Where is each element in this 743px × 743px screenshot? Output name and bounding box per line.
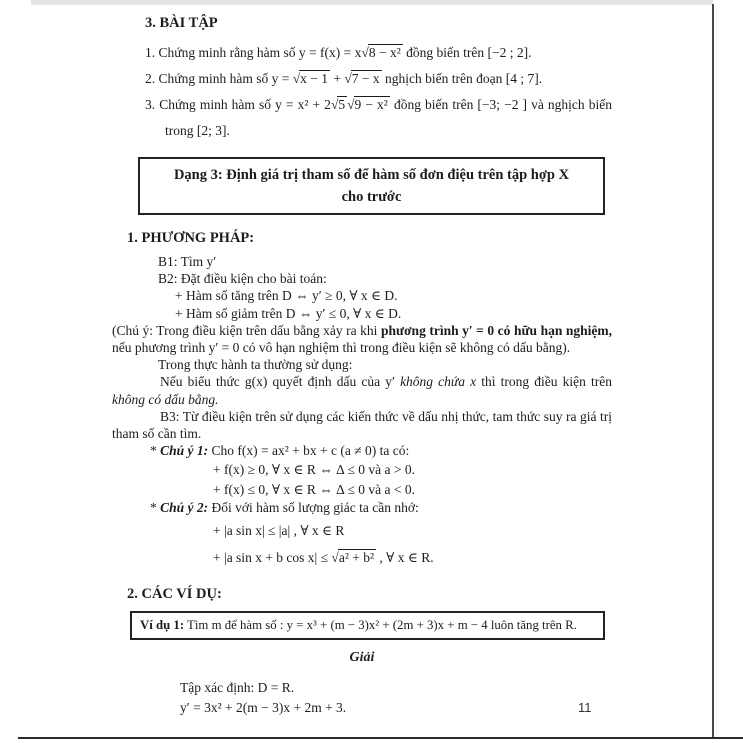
text-line	[175, 287, 612, 304]
text-segment: 1. Chứng minh rằng hàm số y = f(x) = x	[145, 45, 362, 60]
text-segment: phương trình y′ = 0 có hữu hạn nghiệm,	[380, 322, 612, 338]
text-segment: Tìm m để hàm số : y = x³ + (m − 3)x² + (2m + 3)x + m − 4 luôn tăng trên R.	[184, 618, 577, 633]
text-segment: + |a sin x + b cos x| ≤	[213, 550, 332, 566]
text-segment: B2: Đặt điều kiện cho bài toán:	[158, 271, 327, 287]
section-examples-title: 2. CÁC VÍ DỤ:	[127, 586, 222, 603]
text-line	[158, 253, 612, 270]
dang3-heading-line2: cho trước	[341, 189, 402, 205]
text-segment: (Chú ý: Trong điều kiện trên dấu bằng xảy ra khi	[112, 322, 381, 338]
text-segment: *	[150, 443, 161, 459]
text-segment: 3. Chứng minh hàm số y = x² + 2	[145, 97, 331, 112]
text-segment: Tập xác định: D = R.	[180, 679, 295, 695]
page-bottom-border	[18, 737, 743, 739]
example1-box	[130, 611, 605, 640]
text-segment: Đối với hàm số lượng giác ta cần nhớ:	[208, 500, 419, 516]
radical-expression: √8 − x²	[361, 45, 401, 60]
text-line	[213, 460, 612, 480]
text-segment: y′ = 3x² + 2(m − 3)x + 2m + 3.	[180, 700, 347, 716]
text-segment: B3: Từ điều kiện trên sử dụng các kiến thức về dấu nhị thức, tam thức suy ra giá trị tham số cần tìm.	[112, 408, 612, 442]
page-number: 11	[578, 700, 592, 715]
text-segment: *	[150, 500, 161, 516]
text-line	[213, 480, 612, 500]
text-segment: + f(x) ≤ 0, ∀ x ∈ R ⇔ Δ ≤ 0 và a < 0.	[213, 481, 415, 497]
text-segment: , ∀ x ∈ R.	[376, 550, 434, 566]
text-line	[175, 305, 612, 322]
text-segment: Ví dụ 1:	[140, 618, 185, 633]
method-block	[112, 253, 612, 571]
text-segment: Nếu biểu thức g(x) quyết định dấu của y′	[160, 374, 401, 390]
radical-expression: √9 − x²	[347, 97, 388, 112]
page-right-border	[712, 4, 714, 738]
text-line	[180, 698, 612, 719]
text-line	[150, 499, 612, 517]
radical-expression: √a² + b²	[331, 550, 375, 566]
exercise-list	[112, 40, 612, 144]
text-line	[112, 322, 612, 356]
text-segment: thì trong điều kiện trên	[476, 374, 612, 390]
text-segment: + |a sin x| ≤ |a| , ∀ x ∈ R	[213, 523, 345, 539]
section-exercises-title: 3. BÀI TẬP	[145, 15, 218, 31]
text-segment: không có dấu bằng.	[112, 391, 219, 407]
text-segment: Chú ý 1:	[160, 443, 209, 459]
radical-expression: √x − 1	[292, 71, 328, 86]
document-page-content	[112, 14, 612, 719]
dang3-heading-box	[138, 157, 605, 215]
radical-expression: √7 − x	[344, 71, 380, 86]
text-line	[150, 442, 612, 460]
text-segment: +	[329, 71, 345, 86]
scan-top-edge	[31, 0, 713, 5]
text-line	[213, 517, 612, 544]
text-segment: nếu phương trình y′ = 0 có vô hạn nghiệm thì trong điều kiện sẽ không có dấu bằng).	[112, 340, 571, 356]
text-segment: 2. Chứng minh hàm số y =	[145, 71, 293, 86]
radical-expression: √5	[330, 97, 346, 112]
text-segment: Chú ý 2:	[160, 500, 209, 516]
text-line	[145, 66, 612, 92]
dang3-heading-line1: Dạng 3: Định giá trị tham số để hàm số đơn điệu trên tập hợp X	[173, 167, 570, 183]
solution-block	[112, 678, 612, 719]
text-segment: + Hàm số giảm trên D ⇔ y′ ≤ 0, ∀ x ∈ D.	[175, 305, 402, 321]
text-segment: không chứa x	[400, 374, 477, 390]
text-segment: đồng biến trên [−3; −2 ] và nghịch biến trong [2; 3].	[165, 97, 612, 138]
text-segment: + Hàm số tăng trên D ⇔ y′ ≥ 0, ∀ x ∈ D.	[175, 288, 398, 304]
text-line	[158, 270, 612, 287]
text-line	[145, 40, 612, 66]
text-line	[158, 356, 612, 373]
text-line	[213, 544, 612, 571]
text-line	[180, 678, 612, 699]
text-segment: Cho f(x) = ax² + bx + c (a ≠ 0) ta có:	[208, 443, 410, 459]
text-segment: đồng biến trên [−2 ; 2].	[402, 45, 532, 60]
solution-label: Giải	[349, 650, 375, 666]
text-segment: + f(x) ≥ 0, ∀ x ∈ R ⇔ Δ ≤ 0 và a > 0.	[213, 462, 415, 478]
text-line	[112, 408, 612, 442]
section-method-title: 1. PHƯƠNG PHÁP:	[127, 230, 255, 246]
text-segment: nghịch biến trên đoạn [4 ; 7].	[381, 71, 543, 86]
text-line	[145, 92, 612, 144]
text-segment: Trong thực hành ta thường sử dụng:	[158, 357, 353, 373]
text-segment: B1: Tìm y′	[158, 254, 217, 269]
text-line	[112, 373, 612, 407]
